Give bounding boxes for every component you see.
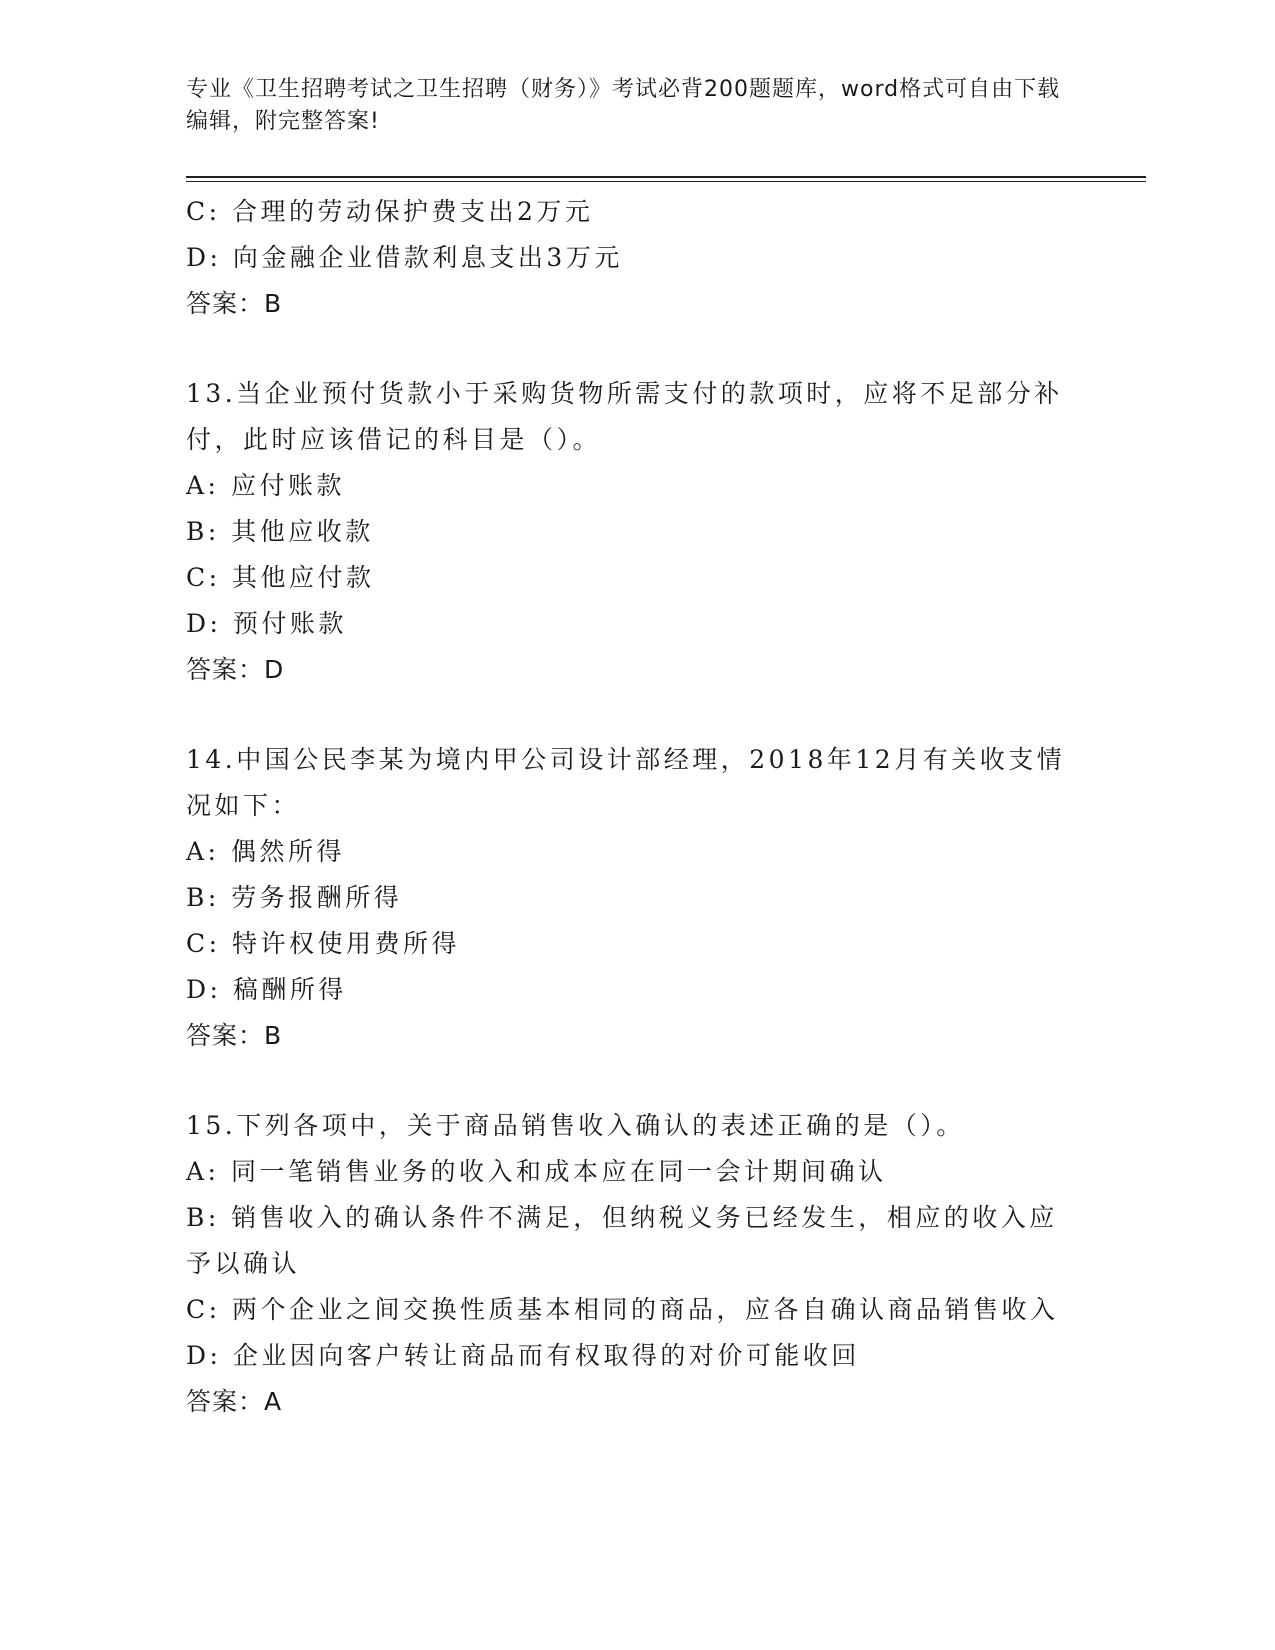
option-text: 特许权使用费所得 — [232, 929, 461, 958]
question-block-15 — [186, 1103, 1086, 1425]
option-item — [186, 601, 1086, 647]
option-letter: B: — [186, 883, 220, 912]
option-item — [186, 1195, 1066, 1287]
option-text: 其他应付款 — [232, 563, 375, 592]
option-text: 稿酬所得 — [232, 975, 347, 1004]
header-divider-thin — [186, 181, 1146, 182]
option-text: 两个企业之间交换性质基本相同的商品，应各自确认商品销售收入 — [232, 1295, 1059, 1324]
option-letter: D: — [186, 1341, 222, 1370]
option-text: 偶然所得 — [230, 837, 345, 866]
answer-line: 答案：B — [186, 1021, 283, 1050]
option-letter: D: — [186, 243, 222, 272]
option-text: 预付账款 — [232, 609, 347, 638]
option-letter: A: — [186, 837, 220, 866]
option-item — [186, 1287, 1086, 1333]
option-item — [186, 189, 1086, 235]
option-letter: C: — [186, 563, 221, 592]
option-text: 合理的劳动保护费支出2万元 — [232, 197, 594, 226]
option-letter: D: — [186, 975, 222, 1004]
question-block-14 — [186, 737, 1086, 1059]
answer-line: 答案：A — [186, 1387, 283, 1416]
question-stem: 14.中国公民李某为境内甲公司设计部经理，2018年12月有关收支情况如下： — [186, 745, 1066, 820]
option-item — [186, 235, 1086, 281]
option-letter: B: — [186, 1203, 220, 1232]
question-block-13 — [186, 371, 1086, 693]
option-text: 应付账款 — [230, 471, 345, 500]
option-item — [186, 875, 1086, 921]
option-letter: C: — [186, 197, 221, 226]
header-divider-thick — [186, 176, 1146, 178]
answer-line: 答案：B — [186, 289, 283, 318]
option-text: 向金融企业借款利息支出3万元 — [232, 243, 623, 272]
option-item — [186, 1333, 1086, 1379]
option-text: 劳务报酬所得 — [231, 883, 403, 912]
option-letter: B: — [186, 517, 220, 546]
option-text: 企业因向客户转让商品而有权取得的对价可能收回 — [232, 1341, 860, 1370]
document-header: 专业《卫生招聘考试之卫生招聘（财务）》考试必背200题题库，word格式可自由下载编辑，附完整答案! — [186, 77, 1061, 134]
option-item — [186, 555, 1086, 601]
option-letter: C: — [186, 929, 221, 958]
option-text: 同一笔销售业务的收入和成本应在同一会计期间确认 — [230, 1157, 887, 1186]
option-letter: A: — [186, 471, 220, 500]
option-letter: C: — [186, 1295, 221, 1324]
option-item — [186, 463, 1086, 509]
option-item — [186, 829, 1086, 875]
option-item — [186, 921, 1086, 967]
option-text: 其他应收款 — [231, 517, 374, 546]
option-letter: D: — [186, 609, 222, 638]
question-stem: 13.当企业预付货款小于采购货物所需支付的款项时，应将不足部分补付，此时应该借记的科目是（）。 — [186, 379, 1063, 454]
question-list — [186, 189, 1086, 1425]
question-stem: 15.下列各项中，关于商品销售收入确认的表述正确的是（）。 — [186, 1111, 965, 1140]
option-item — [186, 509, 1086, 555]
option-letter: A: — [186, 1157, 220, 1186]
option-item — [186, 967, 1086, 1013]
option-item — [186, 1149, 1086, 1195]
question-block-continued — [186, 189, 1086, 327]
option-text: 销售收入的确认条件不满足，但纳税义务已经发生，相应的收入应予以确认 — [186, 1203, 1058, 1278]
answer-line: 答案：D — [186, 655, 285, 684]
